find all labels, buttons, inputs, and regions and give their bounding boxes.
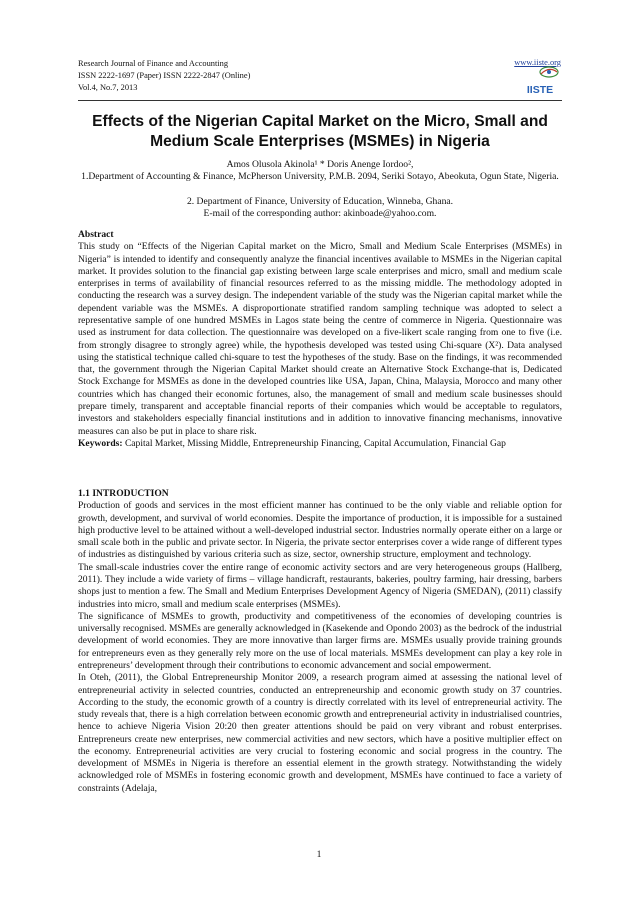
introduction-heading: 1.1 INTRODUCTION [78, 488, 169, 499]
journal-name: Research Journal of Finance and Accounting [78, 59, 229, 68]
header-divider [78, 100, 562, 101]
abstract-text: This study on “Effects of the Nigerian Capital market on the Micro, Small and Medium Scale Enterprises (MSMEs) in Nigeria” is intended to identify and consequently analyze the financial incentives available to MSMEs in the Nigerian capital market. It provides solution to the financial gap existing between large scale enterprises and micro, small and medium scale enterprises in terms of availability of financial resources referred to as the missing middle. The methodology adopted in conducting the research was a survey design. The independent variable of the study was the Nigerian capital market while the dependent variable was the MSMEs. A disproportionate stratified random sampling technique was adopted to select a representative sample of one hundred MSMEs in Lagos state being the centre of commerce in Nigeria. Questionnaire was used as instrument for data collection. The questionnaire was developed on a five-likert scale ranging from one to five (i.e. from strongly disagree to strongly agree) while, the hypothesis developed was tested using Chi-square (X²). Data analysed using the statistical technique called chi-square to test the hypotheses of the study. Base on the findings, it was recommended that, the government through the Nigerian Capital Market should create an Alternative Stock Exchange-that is, Dedicated Stock Exchange for MSMEs as done in the developed countries like USA, Japan, China, Malaysia, Morocco and many other countries which has changed their economic fortunes, also, the management of small and medium scale businesses should prepare timely, transparent and acceptable financial reports of their companies which would be acceptable to regulators, investors and stakeholders especially financial institutions and in addition to innovative financing mechanisms, innovative measures can also be put in place to share risk. [78, 241, 562, 437]
intro-paragraph: In Oteh, (2011), the Global Entrepreneurship Monitor 2009, a research program aimed at assessing the national level of entrepreneurial activity in selected countries, conducted an entrepreneurship and economic growth study on 37 countries. According to the study, the economic growth of a country is directly correlated with its level of entrepreneurial activity. The study reveals that, there is a high correlation between economic growth and entrepreneurial activity in industrialised countries, hence to achieve Nigeria Vision 20:20 then greater attentions should be paid on very vibrant and robust enterprises. Entrepreneurs create new enterprises, new commercial activities and new sectors, which have a positive multiplier effect on the economy. Entrepreneurial activities are very crucial to fostering economic and social progress in the country. The development of MSMEs in Nigeria is therefore an essential element in the growth strategy. Notwithstanding the widely acknowledged role of MSMEs in fostering economic growth and development, MSMEs have continued to face a variety of constraints (Adelaja, [78, 672, 562, 794]
logo-text: IISTE [526, 84, 554, 96]
keywords-label: Keywords: [78, 437, 123, 449]
journal-volume: Vol.4, No.7, 2013 [78, 83, 138, 92]
abstract-section [78, 229, 562, 450]
iiste-logo-icon [519, 64, 561, 96]
paper-title: Effects of the Nigerian Capital Market on the Micro, Small and Medium Scale Enterprises (MSMEs) in Nigeria [92, 113, 548, 150]
abstract-heading: Abstract [78, 229, 114, 240]
intro-paragraph: The small-scale industries cover the entire range of economic activity sectors and are very heterogeneous groups (Hallberg, 2011). They include a wide variety of firms – village handicraft, restaurants, bakeries, poultry farming, hair dressing, barbers shops just to mention a few. The Small and Medium Enterprises Development Agency of Nigeria (SMEDAN), (2011) classify industries into micro, small and medium scale enterprises (MSMEs). [78, 561, 562, 610]
intro-paragraph: Production of goods and services in the most efficient manner has continued to be the only viable and reliable option for growth, development, and survival of world economies. Despite the importance of production, it is impossible for a sustained high productive level to be attained without a well-developed industrial sector. Industries normally operate either on a large or small scale both in the public and private sector. In Nigeria, the private sector enterprises cover a wide range of different types of industries as distinguished by various criteria such as size, sector, ownership structure, employment and technology. [78, 500, 562, 561]
authors: Amos Olusola Akinola¹ * Doris Anenge Iordoo², [226, 159, 414, 170]
keywords-text: Capital Market, Missing Middle, Entrepreneurship Financing, Capital Accumulation, Financial Gap [124, 437, 506, 449]
introduction-section [78, 488, 562, 795]
intro-paragraph: The significance of MSMEs to growth, productivity and competitiveness of the economies of developing countries is universally recognised. MSMEs are generally acknowledged in (Kasekende and Opondo 2003) as the bedrock of the industrial development of world economies. They are more innovative than larger firms are. MSMEs usually provide training grounds for entrepreneurs even as they generally rely more on the use of local materials. MSMEs development can play a key role in entrepreneurs’ development through their contributions to economic advancement and social empowerment. [78, 610, 562, 671]
affiliation-1: 1.Department of Accounting & Finance, McPherson University, P.M.B. 2094, Seriki Sotayo, Abeokuta, Ogun State, Nigeria. [81, 171, 559, 182]
corresponding-email: E-mail of the corresponding author: akinboade@yahoo.com. [203, 208, 437, 219]
keywords-line [78, 438, 562, 450]
journal-issn: ISSN 2222-1697 (Paper) ISSN 2222-2847 (Online) [78, 71, 251, 80]
affiliation-2: 2. Department of Finance, University of Education, Winneba, Ghana. [186, 196, 454, 207]
page-number: 1 [316, 849, 322, 860]
journal-url-link[interactable]: www.iiste.org [514, 58, 561, 67]
